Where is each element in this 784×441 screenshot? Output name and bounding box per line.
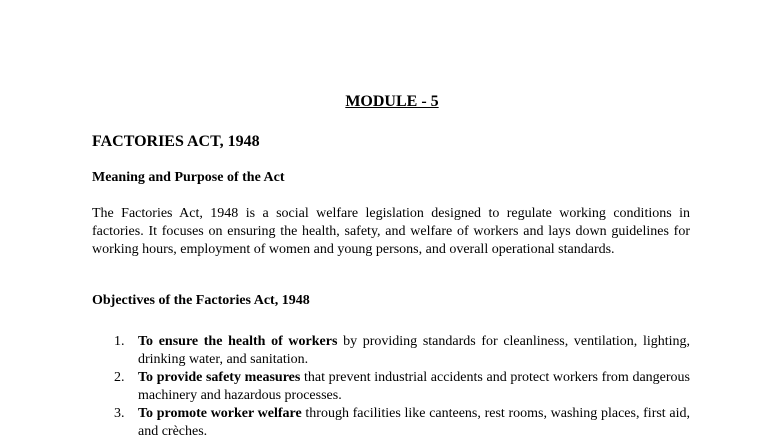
- objective-text: that prevent industrial accidents and protect workers from dangerous machinery and hazardous processes.: [138, 370, 690, 403]
- objective-text: by providing standards for cleanliness, ventilation, lighting, drinking water, and sanitation.: [138, 334, 690, 367]
- meaning-paragraph: The Factories Act, 1948 is a social welfare legislation designed to regulate working conditions in factories. It focuses on ensuring the health, safety, and welfare of workers and lays down guidelines for working hours, employment of women and young persons, and overall operational standards.: [92, 206, 690, 257]
- objectives-heading: Objectives of the Factories Act, 1948: [92, 293, 310, 308]
- objective-text: through facilities like canteens, rest rooms, washing places, first aid, and crèches.: [138, 406, 690, 439]
- objective-item-3: [92, 405, 690, 441]
- objective-number: 1.: [114, 334, 125, 349]
- meaning-heading: Meaning and Purpose of the Act: [92, 170, 285, 185]
- objective-bold-text: To promote worker welfare: [138, 406, 302, 421]
- objective-number: 3.: [114, 406, 125, 421]
- objective-item-2: [92, 369, 690, 405]
- objectives-list: [92, 333, 690, 441]
- module-title: MODULE - 5: [345, 93, 439, 110]
- act-title: FACTORIES ACT, 1948: [92, 133, 260, 150]
- objective-number: 2.: [114, 370, 125, 385]
- objective-bold-text: To provide safety measures: [138, 370, 301, 385]
- objective-bold-text: To ensure the health of workers: [138, 334, 338, 349]
- objective-item-1: [92, 333, 690, 369]
